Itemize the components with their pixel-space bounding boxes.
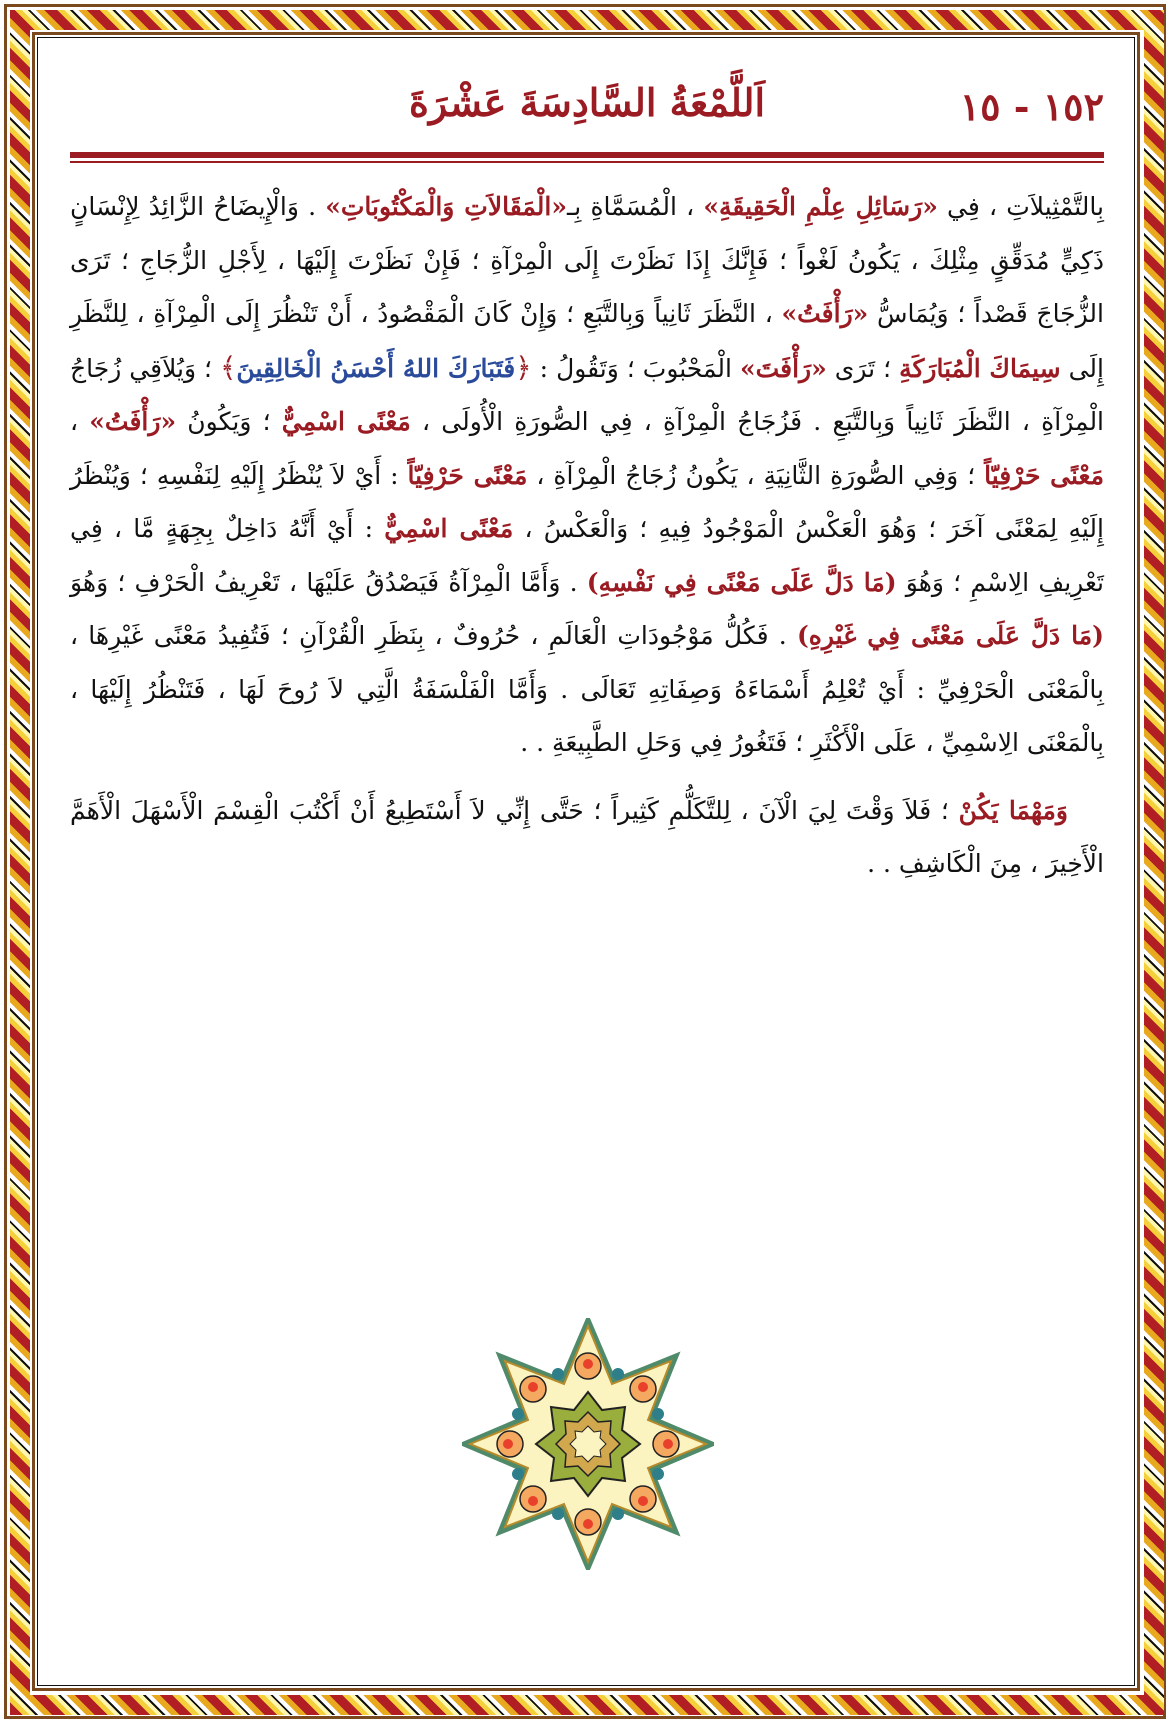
text-run: بِالتَّمْثِيلاَتِ ، فِي (937, 192, 1104, 221)
text-run: . وَالْإِيضَاحُ الزَّائِدُ لِإِنْسَانٍ ذَكِيٍّ مُدَقِّقٍ مِثْلِكَ ، يَكُونُ لَغْواً ؛ فَإِنَّكَ إِذَا نَظَرْتَ إِلَى الْمِرْآةِ ؛ فَإِنْ نَظَرْتَ إِلَيْهَا ، لِأَجْلِ الزُّجَاجِ ؛ تَرَى الزُّجَاجَ قَصْداً ؛ وَيُمَاسُّ (70, 192, 1104, 328)
text-run: ؛ وَيُلاَقِي زُجَاجُ الْمِرْآةِ ، النَّظَرَ ثَانِياً وَبِالتَّبَعِ . فَزُجَاجُ الْمِرْآةِ ، فِي الصُّورَةِ الْأُولَى ، (70, 353, 1105, 436)
book-title-highlight: «رَسَائِلِ عِلْمِ الْحَقِيقَةِ» (703, 192, 938, 221)
text-run: ؛ وَفِي الصُّورَةِ الثَّانِيَةِ ، يَكُونُ زُجَاجُ الْمِرْآةِ ، (527, 460, 985, 490)
eight-point-star-rosette-icon (462, 1318, 714, 1570)
text-run: ؛ تَرَى (826, 353, 900, 383)
name-highlight: «رَأْفَتُ» (781, 299, 869, 328)
definition-highlight: (مَا دَلَّ عَلَى مَعْنًى فِي غَيْرِهِ) (796, 621, 1104, 650)
text-run: الْمَحْبُوبَ ؛ وَتَقُولُ : (531, 353, 740, 383)
phrase-highlight: وَمَهْمَا يَكُنْ (958, 795, 1068, 825)
chapter-title: اَللَّمْعَةُ السَّادِسَةَ عَشْرَةَ (408, 80, 766, 125)
term-highlight: مَعْنًى حَرْفِيّاً (407, 460, 528, 490)
text-run: . فَكُلُّ مَوْجُودَاتِ الْعَالَمِ ، حُرُوفٌ ، بِنَظَرِ الْقُرْآنِ ؛ فَتُفِيدُ مَعْنًى غَيْرِهَا ، بِالْمَعْنَى الْحَرْفِيِّ : أَيْ تُعْلِمُ أَسْمَاءَهُ وَصِفَاتِهِ تَعَالَى . وَأَمَّا الْفَلْسَفَةُ الَّتِي لاَ رُوحَ لَهَا ، فَتَنْظُرُ إِلَيْهَا ، بِالْمَعْنَى الِاسْمِيِّ ، عَلَى الْأَكْثَرِ ؛ فَتَغُورُ فِي وَحَلِ الطَّبِيعَةِ . . (70, 621, 1104, 757)
term-highlight: مَعْنًى اسْمِيٌّ (384, 514, 514, 543)
definition-highlight: (مَا دَلَّ عَلَى مَعْنًى فِي نَفْسِهِ) (586, 567, 897, 597)
quran-bracket-close: ﴾ (220, 350, 237, 384)
header-rule-thick (70, 152, 1104, 158)
term-highlight: مَعْنًى حَرْفِيّاً (984, 460, 1105, 490)
term-highlight: مَعْنًى اسْمِيٌّ (281, 407, 411, 436)
header-rule-thin (70, 161, 1104, 163)
quran-bracket-open: ﴿ (515, 350, 532, 384)
text-run: . وَأَمَّا الْمِرْآةُ فَيَصْدُقُ عَلَيْهَا ، تَعْرِيفُ الْحَرْفِ ؛ وَهُوَ (70, 567, 587, 597)
text-run: ، الْمُسَمَّاةِ بِـ (566, 192, 704, 221)
text-run: ، النَّظَرَ ثَانِياً وَبِالتَّبَعِ ؛ وَإِنْ كَانَ الْمَقْصُودُ ، أَنْ تَنْظُرَ إِلَى الْمِرْآةِ ، لِلنَّظَرِ إِلَى (70, 299, 1104, 383)
body-text (70, 180, 1104, 891)
text-run: : أَيْ لاَ يُنْظَرُ إِلَيْهِ لِنَفْسِهِ ؛ وَيُنْظَرُ إِلَيْهِ لِمَعْنًى آخَرَ ؛ وَهُوَ الْعَكْسُ الْمَوْجُودُ فِيهِ ؛ وَالْعَكْسُ ، (70, 460, 1104, 543)
text-run: ؛ فَلاَ وَقْتَ لِيَ الْآنَ ، لِلتَّكَلُّمِ كَثِيراً ؛ حَتَّى إِنِّي لاَ أَسْتَطِيعُ أَنْ أَكْتُبَ الْقِسْمَ الْأَسْهَلَ الْأَهَمَّ الْأَخِيرَ ، مِنَ الْكَاشِفِ . . (70, 795, 1104, 878)
phrase-highlight: سِيمَاكَ الْمُبَارَكَةِ (899, 353, 1061, 383)
page-header (70, 70, 1104, 150)
name-highlight: «رَأْفَتُ» (89, 407, 177, 436)
paragraph-2 (70, 784, 1104, 891)
text-run: ، (70, 407, 90, 436)
page-content (70, 70, 1105, 878)
text-run: ؛ وَيَكُونُ (176, 407, 282, 436)
paragraph-1 (70, 180, 1104, 770)
book-title-highlight: «الْمَقَالاَتِ وَالْمَكْتُوبَاتِ» (325, 192, 567, 221)
quran-verse: فَتَبَارَكَ اللهُ أَحْسَنُ الْخَالِقِينَ (236, 353, 516, 383)
text-run: : أَيْ أَنَّهُ دَاخِلٌ بِجِهَةٍ مَّا ، فِي تَعْرِيفِ الِاسْمِ ؛ وَهُوَ (70, 514, 1104, 597)
name-highlight: «رَأْفَتَ» (739, 353, 827, 383)
page-number: ١٥٢ - ١٥ (959, 84, 1104, 129)
